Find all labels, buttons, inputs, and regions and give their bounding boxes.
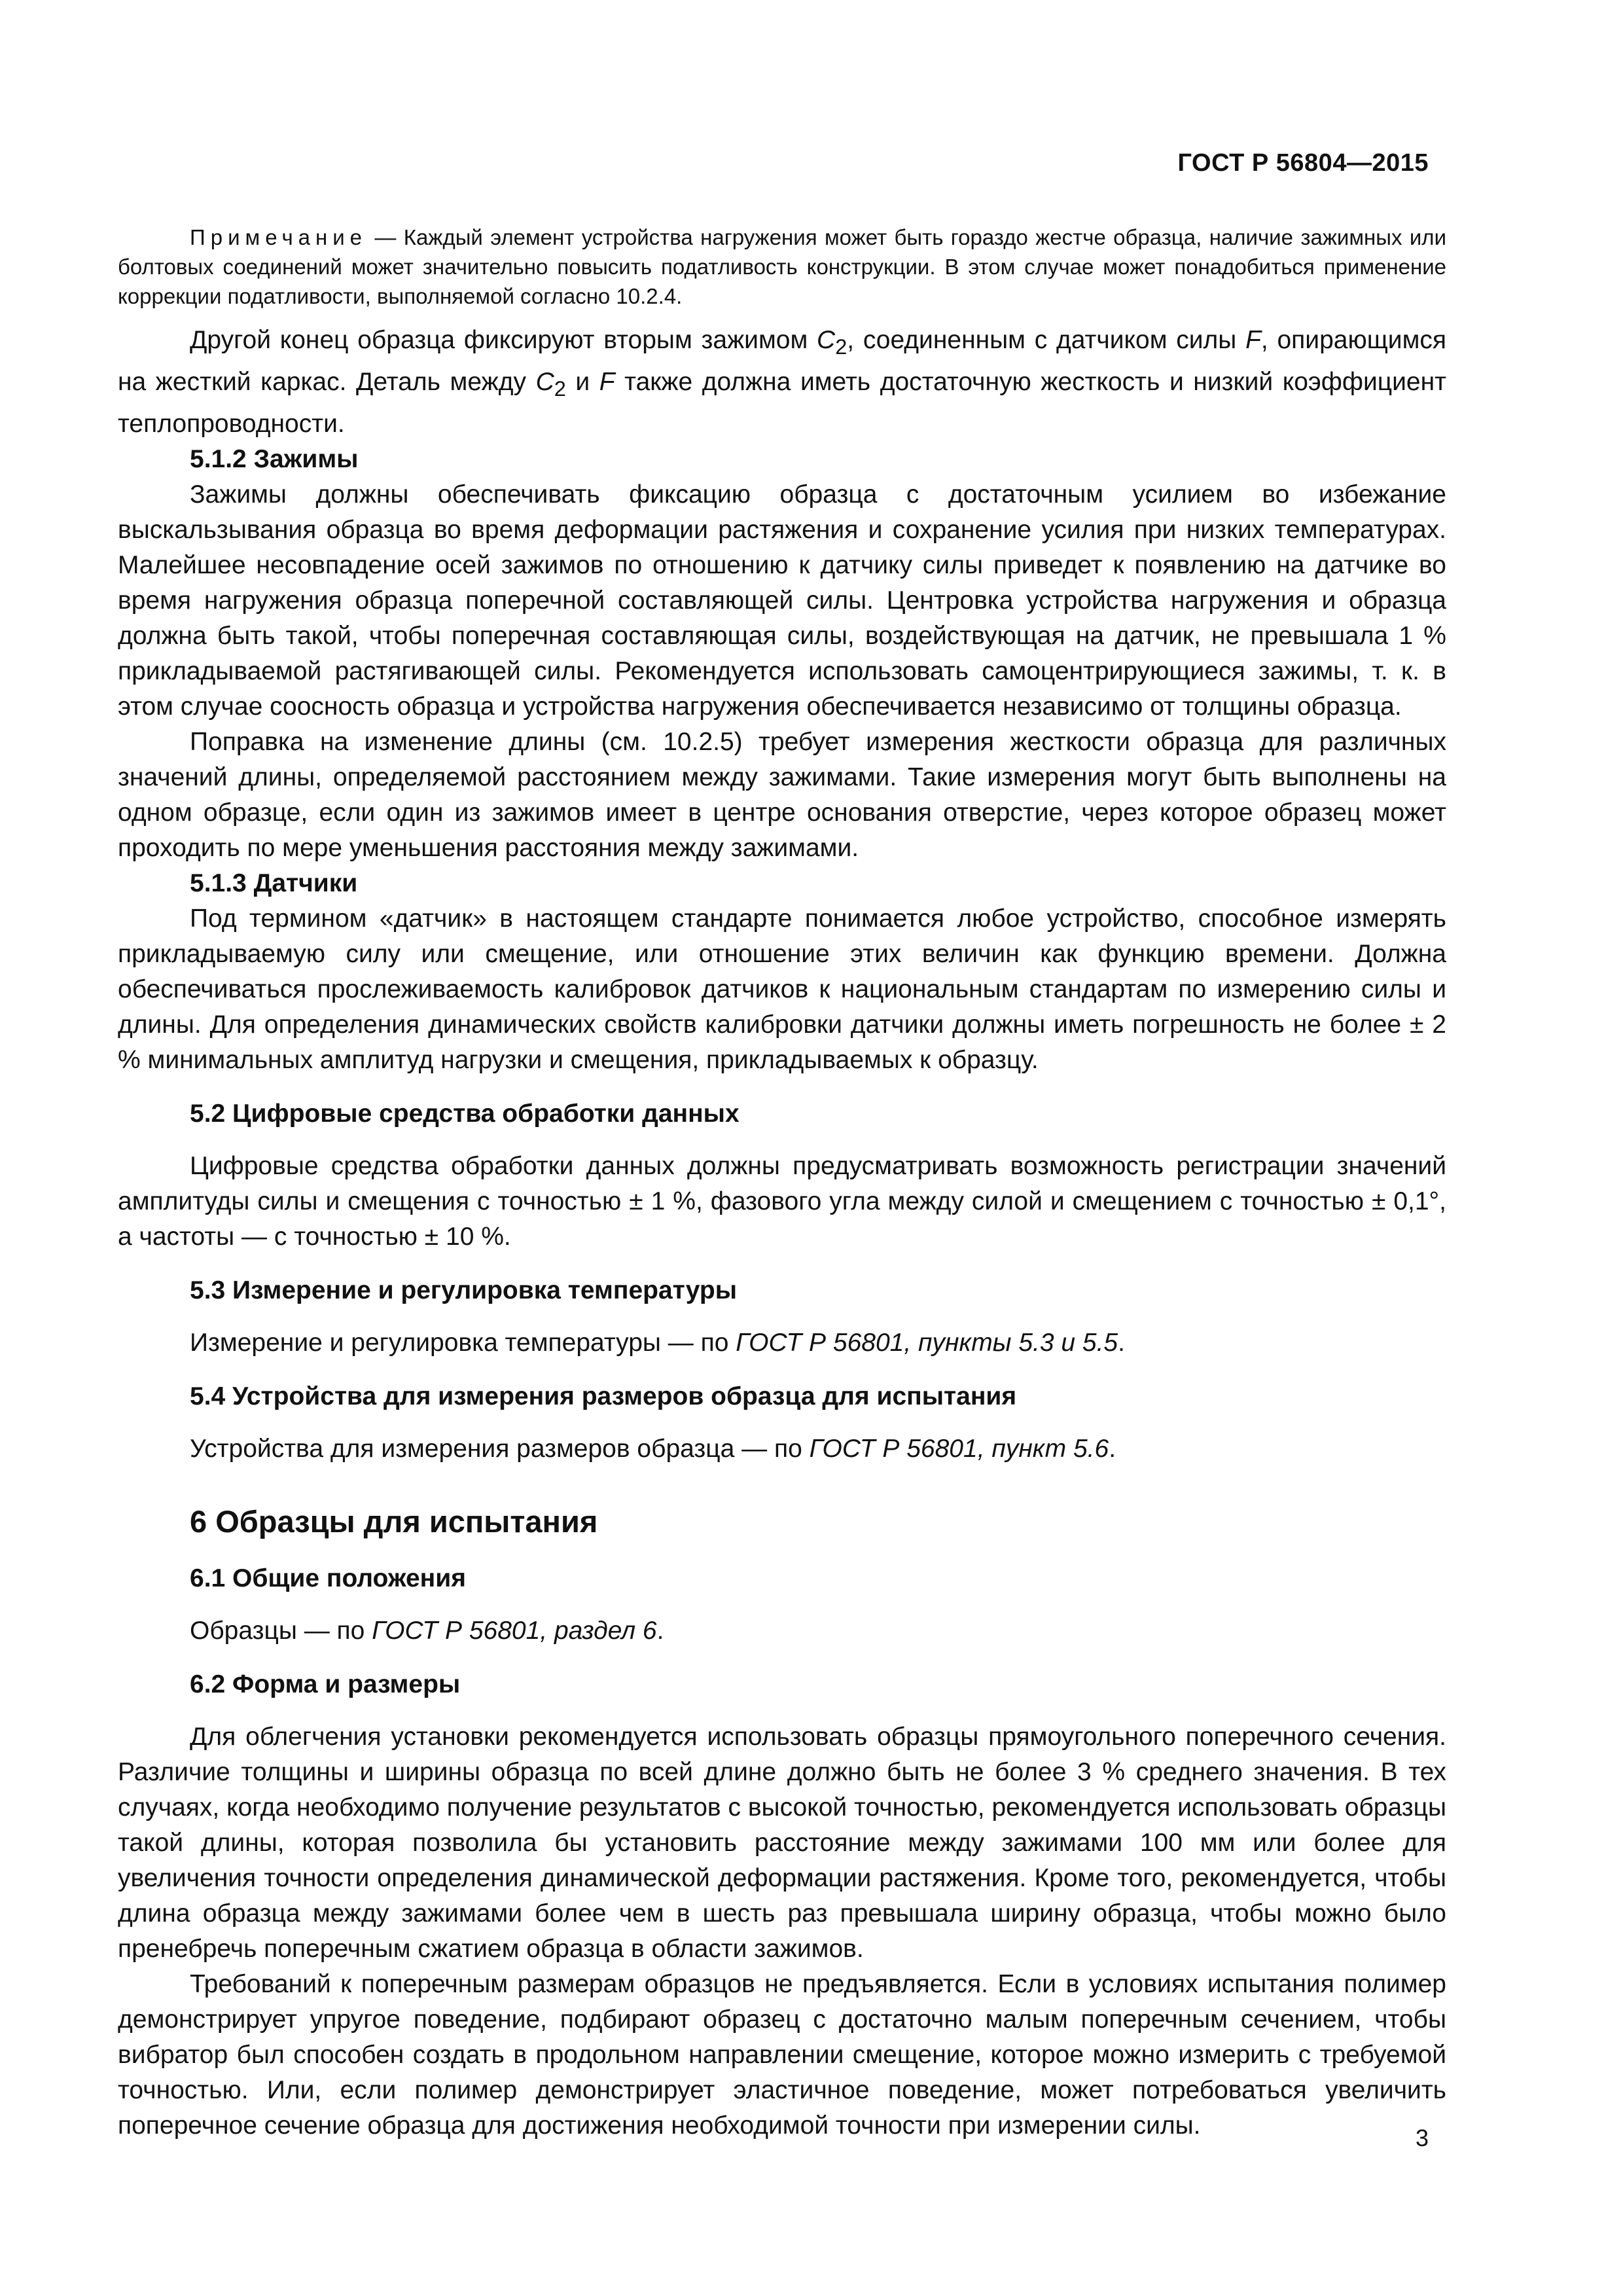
text-run: Устройства для измерения размеров образца — по [190,1434,810,1463]
text-run: . [656,1616,664,1645]
text-run: Другой конец образца фиксируют вторым зажимом [190,326,817,354]
heading-5-1-3: 5.1.3 Датчики [190,869,358,897]
paragraph-temperature [118,1325,1446,1361]
paragraph-clamps-1: Зажимы должны обеспечивать фиксацию образца с достаточным усилием во избежание выскальзывания образца во время деформации растяжения и сохранение усилия при низких температурах. Малейшее несовпадение осей зажимов по отношению к датчику силы приведет к появлению на датчике во время нагружения образца поперечной составляющей силы. Центровка устройства нагружения и образца должна быть такой, чтобы поперечная составляющая силы, воздействующая на датчик, не превышала 1 % прикладываемой растягивающей силы. Рекомендуется использовать самоцентрирующиеся зажимы, т. к. в этом случае соосность образца и устройства нагружения обеспечивается независимо от толщины образца. [118,480,1446,721]
paragraph-shape-1: Для облегчения установки рекомендуется использовать образцы прямоугольного поперечного сечения. Различие толщины и ширины образца по всей длине должно быть не более 3 % среднего значения. В тех случаях, когда необходимо получение результатов с высокой точностью, рекомендуется использовать образцы такой длины, которая позволила бы установить расстояние между зажимами 100 мм или более для увеличения точности определения динамической деформации растяжения. Кроме того, рекомендуется, чтобы длина образца между зажимами более чем в шесть раз превышала ширину образца, чтобы можно было пренебречь поперечным сжатием образца в области зажимов. [118,1722,1446,1963]
symbol-f: F [1245,326,1261,354]
heading-section-6: 6 Образцы для испытания [190,1503,598,1539]
text-run: . [1118,1328,1125,1357]
standard-reference: ГОСТ Р 56801, пункт 5.6 [809,1434,1109,1463]
text-run: , опирающимся на жесткий каркас. Деталь между [118,326,1447,396]
text-run: Измерение и регулировка температуры — по [190,1328,736,1357]
paragraph-second-clamp [118,323,1446,442]
note-label: Примечание [190,225,368,249]
standard-reference: ГОСТ Р 56801, раздел 6 [372,1616,657,1645]
paragraph-digital-processing: Цифровые средства обработки данных должны предусматривать возможность регистрации значений амплитуды силы и смещения с точностью ± 1 %, фазового угла между силой и смещением с точностью ± 0,1°, а частоты — с точностью ± 10 %. [118,1151,1446,1251]
heading-6-2: 6.2 Форма и размеры [190,1670,461,1698]
text-run: Образцы — по [190,1616,372,1645]
note-paragraph [118,223,1446,311]
paragraph-shape-2: Требований к поперечным размерам образцов не предъявляется. Если в условиях испытания полимер демонстрирует упругое поведение, подбирают образец с достаточно малым поперечным сечением, чтобы вибратор был способен создать в продольном направлении смещение, которое можно измерить с требуемой точностью. Или, если полимер демонстрирует эластичное поведение, может потребоваться увеличить поперечное сечение образца для достижения необходимой точности при измерении силы. [118,1969,1446,2140]
heading-5-2: 5.2 Цифровые средства обработки данных [190,1099,740,1128]
heading-5-4: 5.4 Устройства для измерения размеров образца для испытания [190,1382,1017,1410]
heading-5-3: 5.3 Измерение и регулировка температуры [190,1276,738,1304]
text-run: и [565,367,599,396]
symbol-c: C [535,367,554,396]
heading-5-1-2: 5.1.2 Зажимы [190,444,359,473]
page-content [118,223,1446,2144]
subscript: 2 [835,334,847,359]
paragraph-general [118,1613,1446,1649]
note-text: — Каждый элемент устройства нагружения может быть гораздо жестче образца, наличие зажимных или болтовых соединений может значительно повысить податливость конструкции. В этом случае может понадобиться применение коррекции податливости, выполняемой согласно 10.2.4. [118,225,1446,308]
standard-reference: ГОСТ Р 56801, пункты 5.3 и 5.5 [736,1328,1118,1357]
symbol-c: C [817,326,836,354]
subscript: 2 [554,376,566,401]
document-header: ГОСТ Р 56804—2015 [1177,149,1429,177]
heading-6-1: 6.1 Общие положения [190,1564,466,1592]
paragraph-clamps-2: Поправка на изменение длины (см. 10.2.5) требует измерения жесткости образца для различных значений длины, определяемой расстоянием между зажимами. Такие измерения могут быть выполнены на одном образце, если один из зажимов имеет в центре основания отверстие, через которое образец может проходить по мере уменьшения расстояния между зажимами. [118,727,1446,862]
paragraph-sensors: Под термином «датчик» в настоящем стандарте понимается любое устройство, способное измерять прикладываемую силу или смещение, или отношение этих величин как функцию времени. Должна обеспечиваться прослеживаемость калибровок датчиков к национальным стандартам по измерению силы и длины. Для определения динамических свойств калибровки датчики должны иметь погрешность не более ± 2 % минимальных амплитуд нагрузки и смещения, прикладываемых к образцу. [118,904,1446,1074]
symbol-f: F [599,367,615,396]
text-run: , соединенным с датчиком силы [847,326,1246,354]
text-run: также должна иметь достаточную жесткость и низкий коэффициент теплопроводности. [118,367,1446,438]
text-run: . [1109,1434,1116,1463]
paragraph-size-devices [118,1431,1446,1467]
page-number: 3 [1415,2125,1429,2151]
